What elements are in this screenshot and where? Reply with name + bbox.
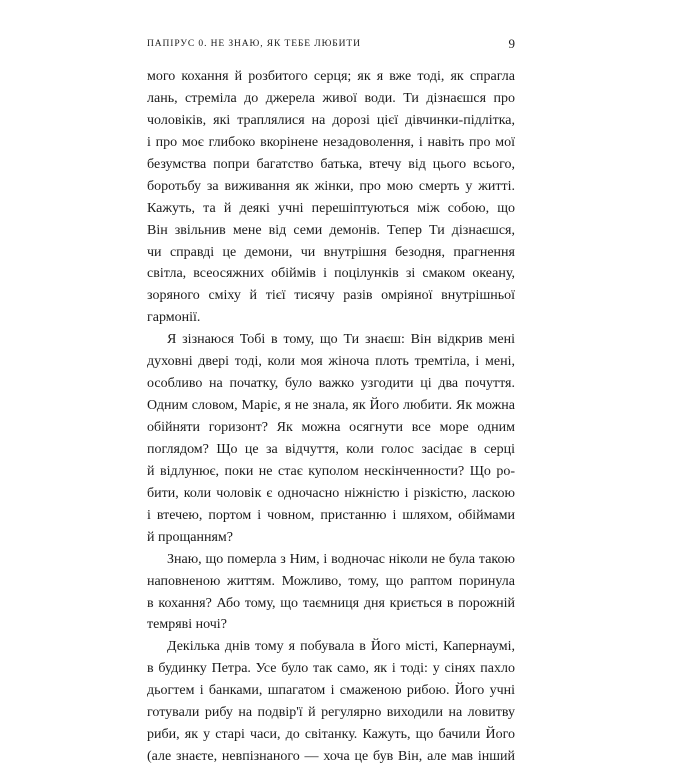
text-line: лань, стреміла до джерела живої води. Ти дізнаєшся про xyxy=(147,90,515,106)
text-line: чоловіків, які траплялися на дорозі цієї дівчинки-підлітка, xyxy=(147,112,515,128)
text-line: чи справді це демони, чи внутрішня безодня, прагнення xyxy=(147,244,515,260)
text-line: бити, коли чоловік є одночасно ніжністю і різкістю, ласкою xyxy=(147,485,515,501)
text-line: гармонії. xyxy=(147,310,201,326)
text-line: й прощанням? xyxy=(147,529,233,545)
text-line: зоряного сміху й тієї тисячу разів омріяної внутрішньої xyxy=(147,288,515,304)
text-line: темряві ночі? xyxy=(147,617,227,633)
text-line: і про моє глибоко вкорінене незадоволення, і навіть про мої xyxy=(147,134,515,150)
text-line: і втечею, портом і човном, пристанню і шляхом, обіймами xyxy=(147,507,515,523)
text-line: світла, всеосяжних обіймів і поцілунків зі смаком океану, xyxy=(147,266,515,282)
text-line: особливо на початку, було важко узгодити ці два почуття. xyxy=(147,376,515,392)
running-head: ПАПІРУС 0. НЕ ЗНАЮ, ЯК ТЕБЕ ЛЮБИТИ xyxy=(147,39,361,49)
text-line: Кажуть, та й деякі учні перешіптуються між собою, що xyxy=(147,200,515,216)
text-line: готували рибу на подвір'ї й регулярно виходили на ловитву xyxy=(147,705,515,721)
text-line: Знаю, що померла з Ним, і водночас ніколи не була такою xyxy=(167,551,515,567)
text-line: обійняти горизонт? Як можна осягнути все море одним xyxy=(147,420,515,435)
text-line: Він звільнив мене від семи демонів. Тепер Ти дізнаєшся, xyxy=(147,222,515,238)
text-line: мого кохання й розбитого серця; як я вже тоді, як спрагла xyxy=(147,69,515,84)
text-line: Одним словом, Маріє, я не знала, як Його любити. Як можна xyxy=(147,398,515,414)
text-line: й відлунює, поки не стає куполом нескінченности? Що ро- xyxy=(147,463,515,479)
page-header xyxy=(147,36,515,52)
body-text xyxy=(147,66,515,768)
text-line: наповненою життям. Можливо, тому, що раптом поринула xyxy=(147,573,515,589)
text-line: (але знаєте, невпізнаного — хоча це був Він, але мав інший xyxy=(147,749,515,765)
text-line: в кохання? Або тому, що таємниця дня криється в порожній xyxy=(147,595,515,611)
text-line: безумства попри багатство батька, втечу від цього всього, xyxy=(147,156,515,172)
text-line: риби, як у старі часи, до світанку. Кажуть, що бачили Його xyxy=(147,727,515,743)
text-line: духовні двері тоді, коли моя жіноча плоть тремтіла, і мені, xyxy=(147,354,515,370)
text-line: боротьбу за виживання як жінки, про мою смерть у житті. xyxy=(147,178,515,194)
text-line: в будинку Петра. Усе було так само, як і тоді: у сінях пахло xyxy=(147,661,515,677)
text-line: Декілька днів тому я побувала в Його місті, Капернаумі, xyxy=(167,639,515,655)
text-line: дьогтем і банками, шпагатом і смаженою рибою. Його учні xyxy=(147,683,515,699)
text-line: поглядом? Що це за відчуття, коли голос засідає в серці xyxy=(147,441,515,457)
page-number: 9 xyxy=(508,36,515,51)
text-line: Я зізнаюся Тобі в тому, що Ти знаєш: Він відкрив мені xyxy=(167,332,515,348)
